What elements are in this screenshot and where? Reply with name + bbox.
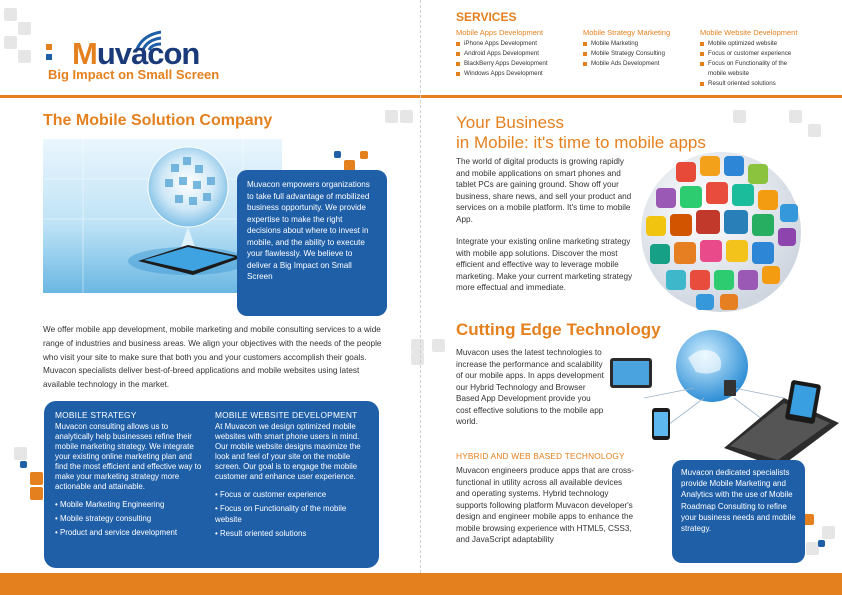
list-item: • Focus or customer experience (215, 490, 327, 499)
decor-square (18, 22, 31, 35)
services-column (700, 28, 806, 89)
decor-square (385, 110, 398, 123)
hybrid-paragraph: Muvacon engineers produce apps that are cross-functional in utility across all available devices and operating systems. Hybrid technology supports following platform Muvacon developer's design and engineer mobile apps to enhance the mobile browsing experience with HTML5, CSS3, and JavaScript adaptability (456, 466, 634, 544)
logo-wordmark: Muvacon (72, 36, 200, 71)
decor-square (822, 526, 835, 539)
mobile-strategy-body: Muvacon consulting allows us to analytically help businesses refine their mobile marketing strategy. We integrate your existing online marketing plan and find the most efficient and effective way to make your marketing strategy more actionable and attainable. (55, 422, 202, 491)
service-item: Windows Apps Development (456, 69, 576, 79)
devices-globe-image (604, 328, 840, 468)
service-item: Mobile Ads Development (583, 59, 703, 69)
left-callout: Muvacon empowers organizations to take full advantage of mobilized business opportunity. We provide expertise to make the right decisions about where to invest in mobile, and the ability to execute your flawlessly. We believe to deliver a Big Impact on Small Screen (237, 170, 387, 316)
service-item: Mobile optimized website (700, 39, 806, 49)
accent-square (360, 151, 368, 159)
left-intro-paragraph: We offer mobile app development, mobile marketing and mobile consulting services to a wide range of industries and business areas. We align your objectives with the needs of the people who visit your site to make sure that both you and your customers accomplish their goals. Muvacon specialists deliver best-of-breed applications and mobile websites using latest available technology in the market. (43, 325, 382, 390)
fold-line (420, 0, 421, 573)
service-item: Focus or customer experience (700, 49, 806, 59)
mobile-strategy-heading: MOBILE STRATEGY (55, 410, 137, 420)
right-paragraph-2: Integrate your existing online marketing strategy with mobile app solutions. Discover the most efficient and effective way to leverage mobile marketing. Make your current marketing strategy more effectual and immediate. (456, 237, 633, 292)
accent-square (334, 151, 341, 158)
accent-square (30, 487, 43, 500)
accent-square (20, 461, 27, 468)
list-item: • Mobile Marketing Engineering (55, 500, 165, 509)
service-item: BlackBerry Apps Development (456, 59, 576, 69)
services-column-heading: Mobile Apps Development (456, 28, 544, 37)
right-heading (456, 113, 756, 153)
decor-square (411, 352, 424, 365)
mobile-strategy-section (55, 410, 205, 540)
list-item: • Result oriented solutions (215, 529, 307, 538)
mobile-website-body: At Muvacon we design optimized mobile websites with smart phone users in mind. Our mobile website designs maximize the look and feel of your site on the mobile screen. Our goal is to engage the mobile customer and enhance user experience. (215, 422, 361, 481)
service-item: iPhone Apps Development (456, 39, 576, 49)
accent-square (818, 540, 825, 547)
services-column-heading: Mobile Website Development (700, 28, 798, 37)
technology-heading: Cutting Edge Technology (456, 320, 661, 339)
services-title: SERVICES (456, 10, 517, 24)
decor-square (4, 8, 17, 21)
logo-dot (46, 54, 52, 60)
decor-square (400, 110, 413, 123)
mobile-website-heading: MOBILE WEBSITE DEVELOPMENT (215, 410, 358, 420)
decor-square (14, 447, 27, 460)
app-icons-sphere-image (636, 148, 806, 316)
decor-square (411, 339, 424, 352)
list-item: • Mobile strategy consulting (55, 514, 152, 523)
list-item: • Product and service development (55, 528, 178, 537)
brand-tagline: Big Impact on Small Screen (48, 67, 220, 82)
decor-square (808, 124, 821, 137)
service-item: Mobile Strategy Consulting (583, 49, 703, 59)
right-paragraph-1: The world of digital products is growing rapidly and mobile applications on smart phones and tablet PCs are gaining ground. Show off your business, share news, and sell your product and services on a mobile platform. It's time to mobile App. (456, 157, 632, 224)
right-heading-line2: in Mobile: it's time to mobile apps (456, 133, 706, 152)
services-detail-box (44, 401, 379, 568)
service-item: Focus on Functionality of the mobile website (700, 59, 806, 79)
hybrid-heading: HYBRID AND WEB BASED TECHNOLOGY (456, 451, 625, 461)
services-column-heading: Mobile Strategy Marketing (583, 28, 671, 37)
decor-square (432, 339, 445, 352)
footer-bar (0, 573, 842, 595)
decor-square (4, 36, 17, 49)
left-heading: The Mobile Solution Company (43, 112, 273, 129)
service-item: Android Apps Development (456, 49, 576, 59)
decor-square (18, 50, 31, 63)
decor-square (789, 110, 802, 123)
header-rule (0, 95, 842, 98)
list-item: • Focus on Functionality of the mobile website (215, 504, 347, 524)
mobile-website-section (215, 410, 373, 541)
right-heading-line1: Your Business (456, 113, 565, 132)
logo-dot (46, 44, 52, 50)
accent-square (30, 472, 43, 485)
services-column (583, 28, 703, 69)
services-column (456, 28, 576, 79)
service-item: Result oriented solutions (700, 79, 806, 89)
right-callout: Muvacon dedicated specialists provide Mobile Marketing and Analytics with the use of Mobile Roadmap Consulting to refine your business needs and mobile strategy. (672, 460, 805, 563)
service-item: Mobile Marketing (583, 39, 703, 49)
technology-paragraph: Muvacon uses the latest technologies to increase the performance and scalability of our mobile apps. In apps development our Hybrid Technology and Browser Based App Development provide you cost effective solutions to the mobile app world. (456, 348, 604, 426)
